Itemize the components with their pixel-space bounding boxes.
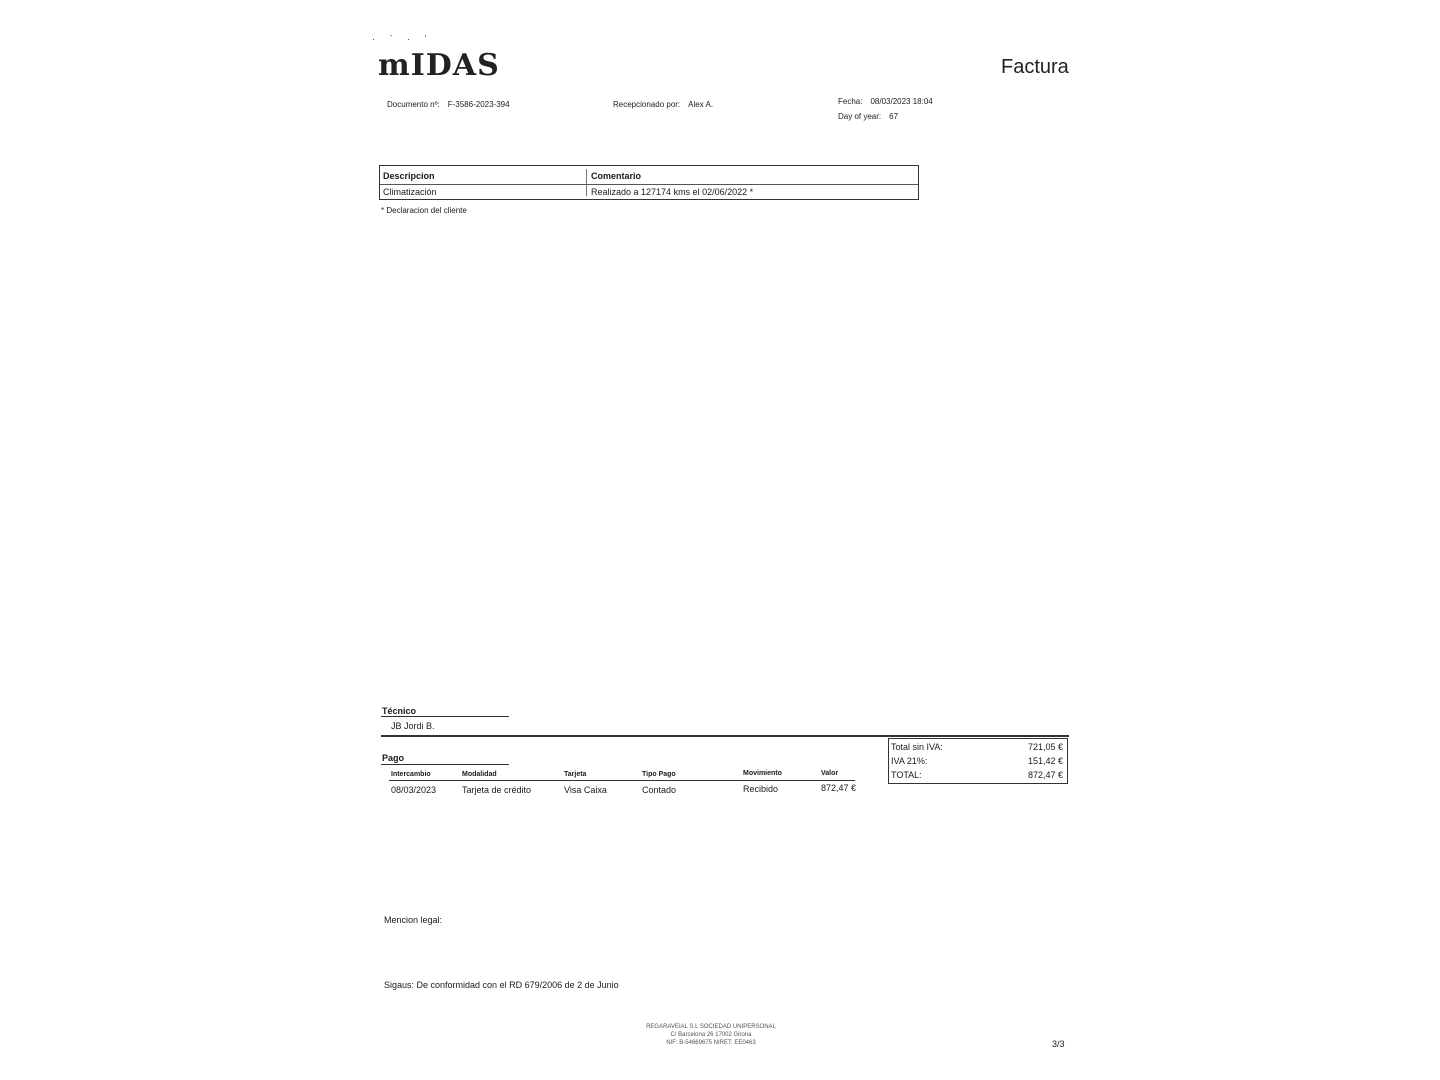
logo-decoration: · ` · ʼ (372, 34, 433, 44)
tecnico-title: Técnico (382, 706, 417, 716)
total-sin-iva-label: Total sin IVA: (891, 742, 943, 752)
recepcionado-label: Recepcionado por: (613, 100, 681, 109)
sigaus-note: Sigaus: De conformidad con el RD 679/2006 de 2 de Junio (384, 980, 619, 990)
pago-header-tarjeta: Tarjeta (564, 771, 587, 778)
document-title: Factura (1001, 56, 1069, 78)
page-number: 3/3 (1052, 1039, 1065, 1049)
footer-line-company: REGARAVEIAL S.L SOCIEDAD UNIPERSONAL (646, 1024, 776, 1030)
table-header-row (380, 169, 918, 185)
footer-line-nif: NIF: B-54669675 NIRET: EE0463 (666, 1040, 756, 1046)
footer-line-address: C/ Barcelona 26 17002 Girona (670, 1032, 752, 1038)
pago-header-underline (389, 780, 855, 781)
table-row (380, 185, 918, 200)
pago-cell-tipo-pago: Contado (642, 785, 677, 795)
iva-value: 151,42 € (1027, 756, 1063, 766)
pago-underline (381, 764, 509, 765)
header-descripcion: Descripcion (383, 171, 435, 181)
iva-row (891, 754, 1063, 768)
description-table (379, 165, 919, 200)
pago-cell-tarjeta: Visa Caixa (564, 785, 607, 795)
day-of-year-value: 67 (889, 112, 899, 121)
pago-cell-movimiento: Recibido (743, 784, 779, 794)
tecnico-name: JB Jordi B. (391, 721, 435, 731)
cell-comentario: Realizado a 127174 kms el 02/06/2022 * (591, 187, 754, 197)
fecha-label: Fecha: (838, 97, 863, 106)
section-divider (381, 735, 1069, 737)
pago-header-tipo-pago: Tipo Pago (642, 771, 676, 778)
fecha-field (838, 97, 933, 106)
pago-header-valor: Valor (821, 770, 839, 777)
company-footer (600, 1023, 822, 1047)
pago-title: Pago (382, 753, 405, 763)
documento-label: Documento nº: (387, 100, 440, 109)
fecha-value: 08/03/2023 18:04 (870, 97, 933, 106)
header-comentario: Comentario (591, 171, 642, 181)
iva-label: IVA 21%: (891, 756, 928, 766)
total-value: 872,47 € (1027, 770, 1063, 780)
recepcionado-value: Alex A. (688, 100, 714, 109)
pago-cell-intercambio: 08/03/2023 (391, 785, 437, 795)
totals-box (888, 738, 1068, 784)
pago-header-intercambio: Intercambio (391, 771, 431, 778)
pago-header-movimiento: Movimiento (743, 770, 782, 777)
pago-cell-valor: 872,47 € (821, 783, 857, 793)
documento-value: F-3586-2023-394 (447, 100, 510, 109)
day-of-year-label: Day of year: (838, 112, 882, 121)
documento-field (387, 100, 510, 109)
footnote: * Declaracion del cliente (381, 206, 467, 215)
tecnico-underline (381, 716, 509, 717)
total-sin-iva-value: 721,05 € (1027, 742, 1063, 752)
pago-header-modalidad: Modalidad (462, 771, 497, 778)
midas-logo: mIDAS (378, 48, 500, 83)
total-label: TOTAL: (891, 770, 922, 780)
total-row (891, 768, 1063, 782)
total-sin-iva-row (891, 740, 1063, 754)
pago-cell-modalidad: Tarjeta de crédito (462, 785, 532, 795)
mencion-legal: Mencion legal: (384, 915, 443, 925)
recepcionado-field (613, 100, 713, 109)
day-of-year-field (838, 112, 898, 121)
cell-descripcion: Climatización (383, 187, 437, 197)
